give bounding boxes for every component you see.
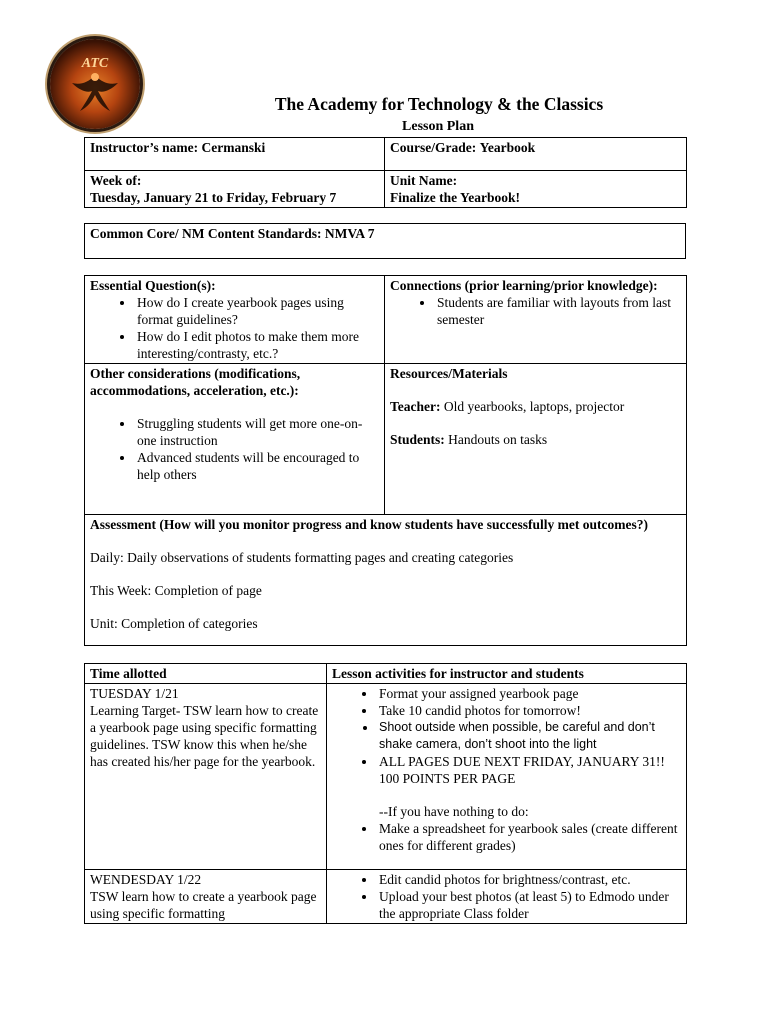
standards-text: Common Core/ NM Content Standards: NMVA 7 [85,224,686,259]
connections-list [390,294,681,328]
activities-list [332,871,681,922]
students-value: Handouts on tasks [448,432,548,447]
considerations-cell [85,364,385,515]
teacher-value: Old yearbooks, laptops, projector [443,399,625,414]
table-row [85,870,687,924]
document-title: Lesson Plan [402,119,474,134]
list-item: • Format your assigned yearbook page [377,685,681,702]
week-label: Week of: [90,173,142,188]
instructor-label: Instructor’s name: [90,140,199,155]
students-label: Students: [390,432,445,447]
list-item: • ALL PAGES DUE NEXT FRIDAY, JANUARY 31!! 100 POINTS PER PAGE [377,753,681,787]
activities-cell [327,684,687,870]
assessment-week: This Week: Completion of page [90,583,262,598]
table-row [85,684,687,870]
activities-note: --If you have nothing to do: [379,804,529,819]
week-value: Tuesday, January 21 to Friday, February 7 [90,190,337,205]
col-activities-header: Lesson activities for instructor and students [327,664,687,684]
list-item: • Shoot outside when possible, be careful and don’t shake camera, don’t shoot into the light [377,719,681,753]
col-time-header: Time allotted [85,664,327,684]
activities-list [332,685,681,787]
school-title: The Academy for Technology & the Classics [274,94,604,114]
learning-target: Learning Target- TSW learn how to create a yearbook page using specific formatting guidelines. TSW know this when he/she has created his/her page for the yearbook. [90,703,319,769]
list-item: • Make a spreadsheet for yearbook sales (create different ones for different grades) [377,820,681,854]
list-item: • How do I edit photos to make them more interesting/contrasty, etc.? [135,328,379,362]
unit-value: Finalize the Yearbook! [390,190,520,205]
list-item: • How do I create yearbook pages using format guidelines? [135,294,379,328]
list-item: • Struggling students will get more one-on-one instruction [135,415,379,449]
teacher-label: Teacher: [390,399,441,414]
list-item: • Take 10 candid photos for tomorrow! [377,702,681,719]
week-cell [85,171,385,208]
connections-label: Connections (prior learning/prior knowledge): [390,278,658,293]
resources-cell [385,364,687,515]
schedule-table [84,663,687,924]
assessment-daily: Daily: Daily observations of students formatting pages and creating categories [90,550,514,565]
unit-label: Unit Name: [390,173,458,188]
info-table [84,137,687,208]
course-value: Yearbook [479,140,536,155]
considerations-list [90,415,379,483]
teacher-resources [390,398,681,415]
list-item: • Advanced students will be encouraged to help others [135,449,379,483]
activities-cell [327,870,687,924]
assessment-label: Assessment (How will you monitor progress and know students have successfully met outcomes?) [90,517,649,532]
course-label: Course/Grade: [390,140,477,155]
student-resources [390,431,681,448]
connections-cell [385,276,687,364]
day-label: TUESDAY 1/21 [90,686,179,701]
considerations-label: Other considerations (modifications, accommodations, acceleration, etc.): [90,366,301,398]
list-item: • Edit candid photos for brightness/contrast, etc. [377,871,681,888]
unit-cell [385,171,687,208]
instructor-cell [85,138,385,171]
day-cell [85,870,327,924]
phoenix-icon [50,39,140,129]
logo-text: ATC [81,56,109,71]
assessment-unit: Unit: Completion of categories [90,616,258,631]
plan-table [84,275,687,646]
learning-target: TSW learn how to create a yearbook page using specific formatting [90,889,317,921]
day-label: WENDESDAY 1/22 [90,872,202,887]
list-item: • Upload your best photos (at least 5) to Edmodo under the appropriate Class folder [377,888,681,922]
essential-cell [85,276,385,364]
resources-label: Resources/Materials [390,366,508,381]
activities-list-extra [332,820,681,854]
essential-list [90,294,379,362]
standards-table [84,223,686,259]
assessment-cell [85,515,687,646]
course-cell [385,138,687,171]
school-logo [50,39,140,129]
day-cell [85,684,327,870]
instructor-value: Cermanski [201,140,266,155]
essential-label: Essential Question(s): [90,278,216,293]
list-item: • Students are familiar with layouts from last semester [435,294,681,328]
